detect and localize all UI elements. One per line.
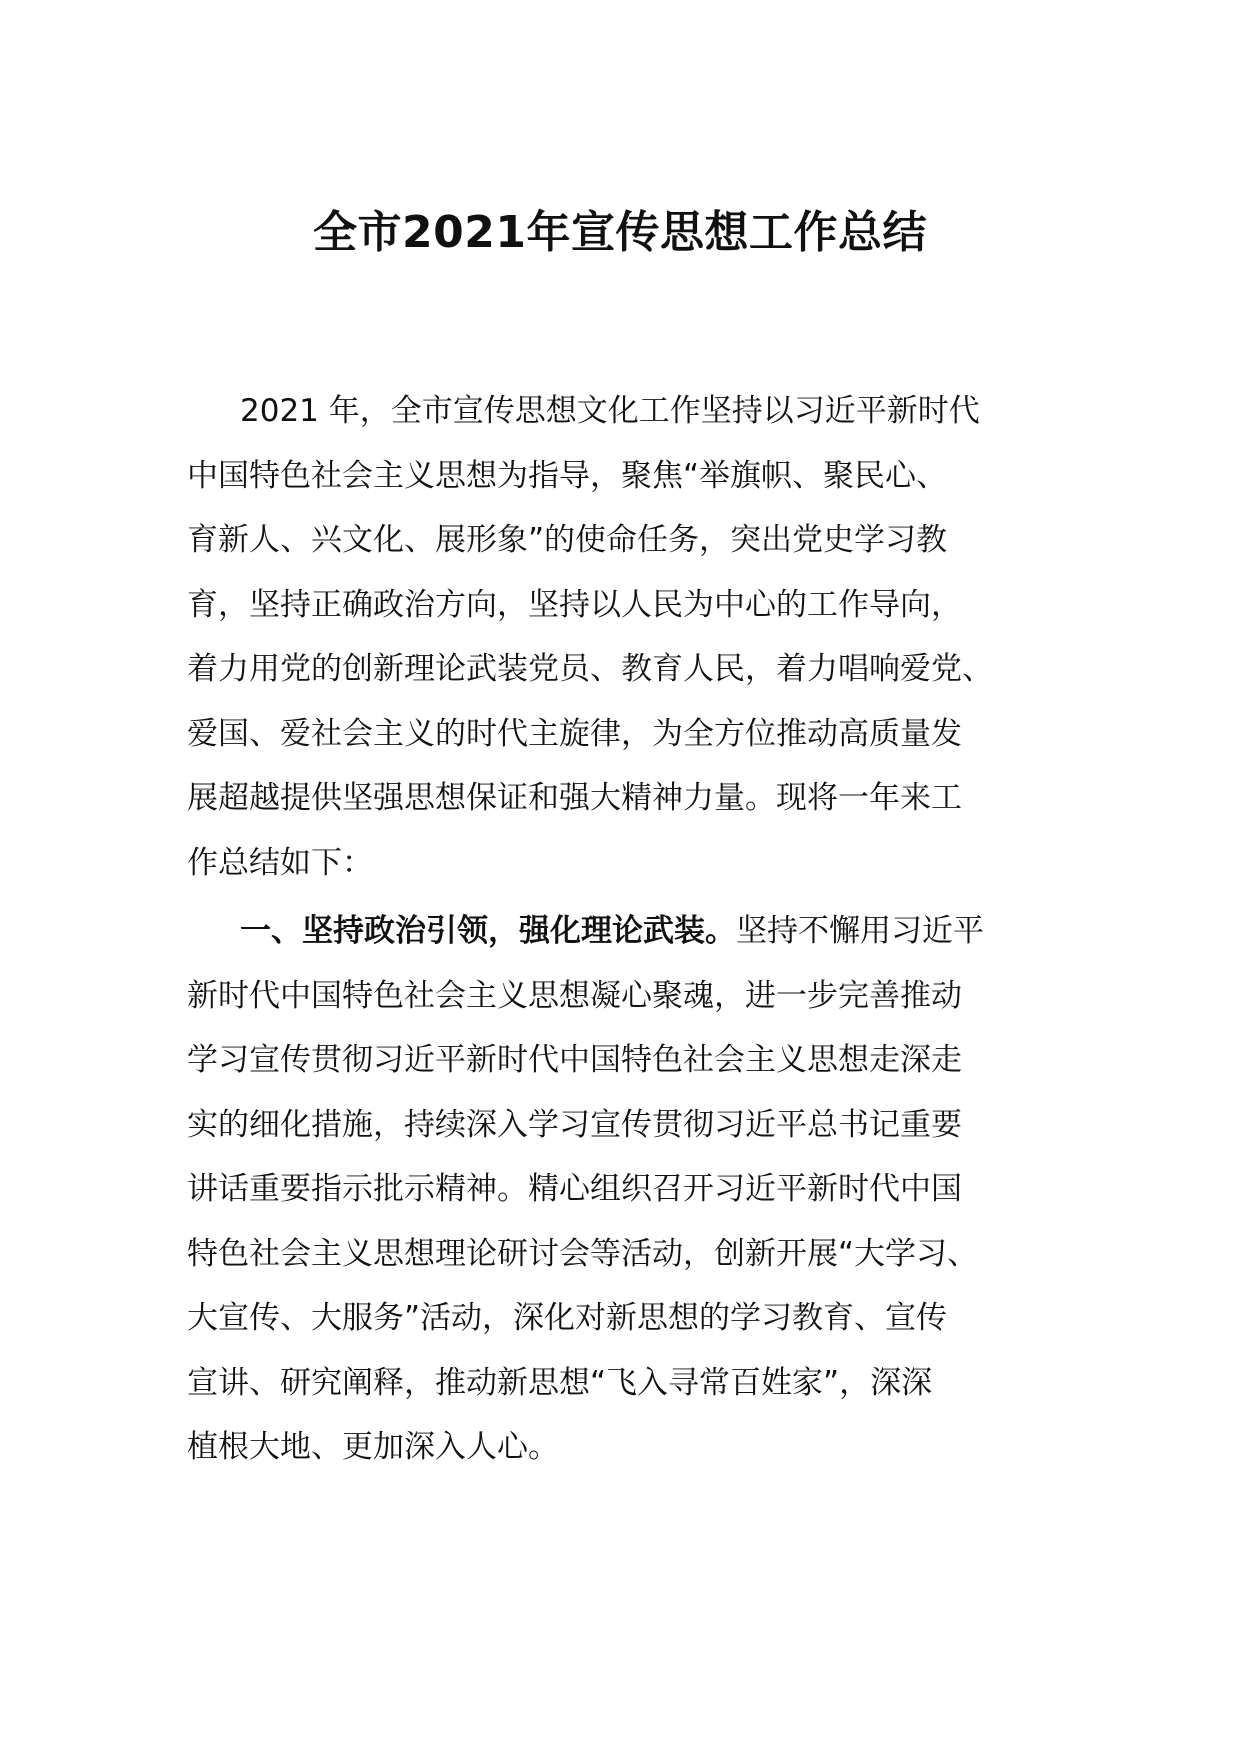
section-heading: 一、坚持政治引领，强化理论武装。 [240, 913, 736, 949]
paragraph-line: 学习宣传贯彻习近平新时代中国特色社会主义思想走深走 [187, 1042, 962, 1078]
paragraph-line: 讲话重要指示批示精神。精心组织召开习近平新时代中国 [187, 1171, 962, 1207]
paragraph-line: 作总结如下： [187, 844, 373, 881]
paragraph-line: 实的细化措施，持续深入学习宣传贯彻习近平总书记重要 [187, 1106, 962, 1143]
paragraph-line: 爱国、爱社会主义的时代主旋律，为全方位推动高质量发 [187, 715, 962, 752]
paragraph-line: 新时代中国特色社会主义思想凝心聚魂，进一步完善推动 [187, 977, 962, 1014]
paragraph-line: 展超越提供坚强思想保证和强大精神力量。现将一年来工 [187, 780, 962, 816]
paragraph-first-line [187, 899, 1057, 964]
paragraph-section-one [187, 899, 1057, 1480]
paragraph-line: 特色社会主义思想理论研讨会等活动，创新开展“大学习、 [187, 1235, 979, 1272]
paragraph-line: 2021 年，全市宣传思想文化工作坚持以习近平新时代 [240, 393, 980, 429]
paragraph-line: 着力用党的创新理论武装党员、教育人民，着力唱响爱党、 [187, 651, 993, 687]
paragraph-line: 育，坚持正确政治方向，坚持以人民为中心的工作导向， [187, 586, 962, 623]
paragraph-line: 植根大地、更加深入人心。 [187, 1429, 559, 1465]
paragraph-line: 宣讲、研究阐释，推动新思想“飞入寻常百姓家”，深深 [187, 1364, 933, 1401]
paragraph-line: 大宣传、大服务”活动，深化对新思想的学习教育、宣传 [187, 1300, 948, 1336]
paragraph-line: 中国特色社会主义思想为指导，聚焦“举旗帜、聚民心、 [187, 457, 948, 494]
paragraph-line: 育新人、兴文化、展形象”的使命任务，突出党史学习教 [187, 522, 948, 558]
document-title: 全市2021年宣传思想工作总结 [313, 207, 927, 258]
paragraph-intro [187, 379, 1057, 895]
paragraph-line-rest: 坚持不懈用习近平 [736, 913, 984, 949]
document-body [187, 379, 1057, 1480]
